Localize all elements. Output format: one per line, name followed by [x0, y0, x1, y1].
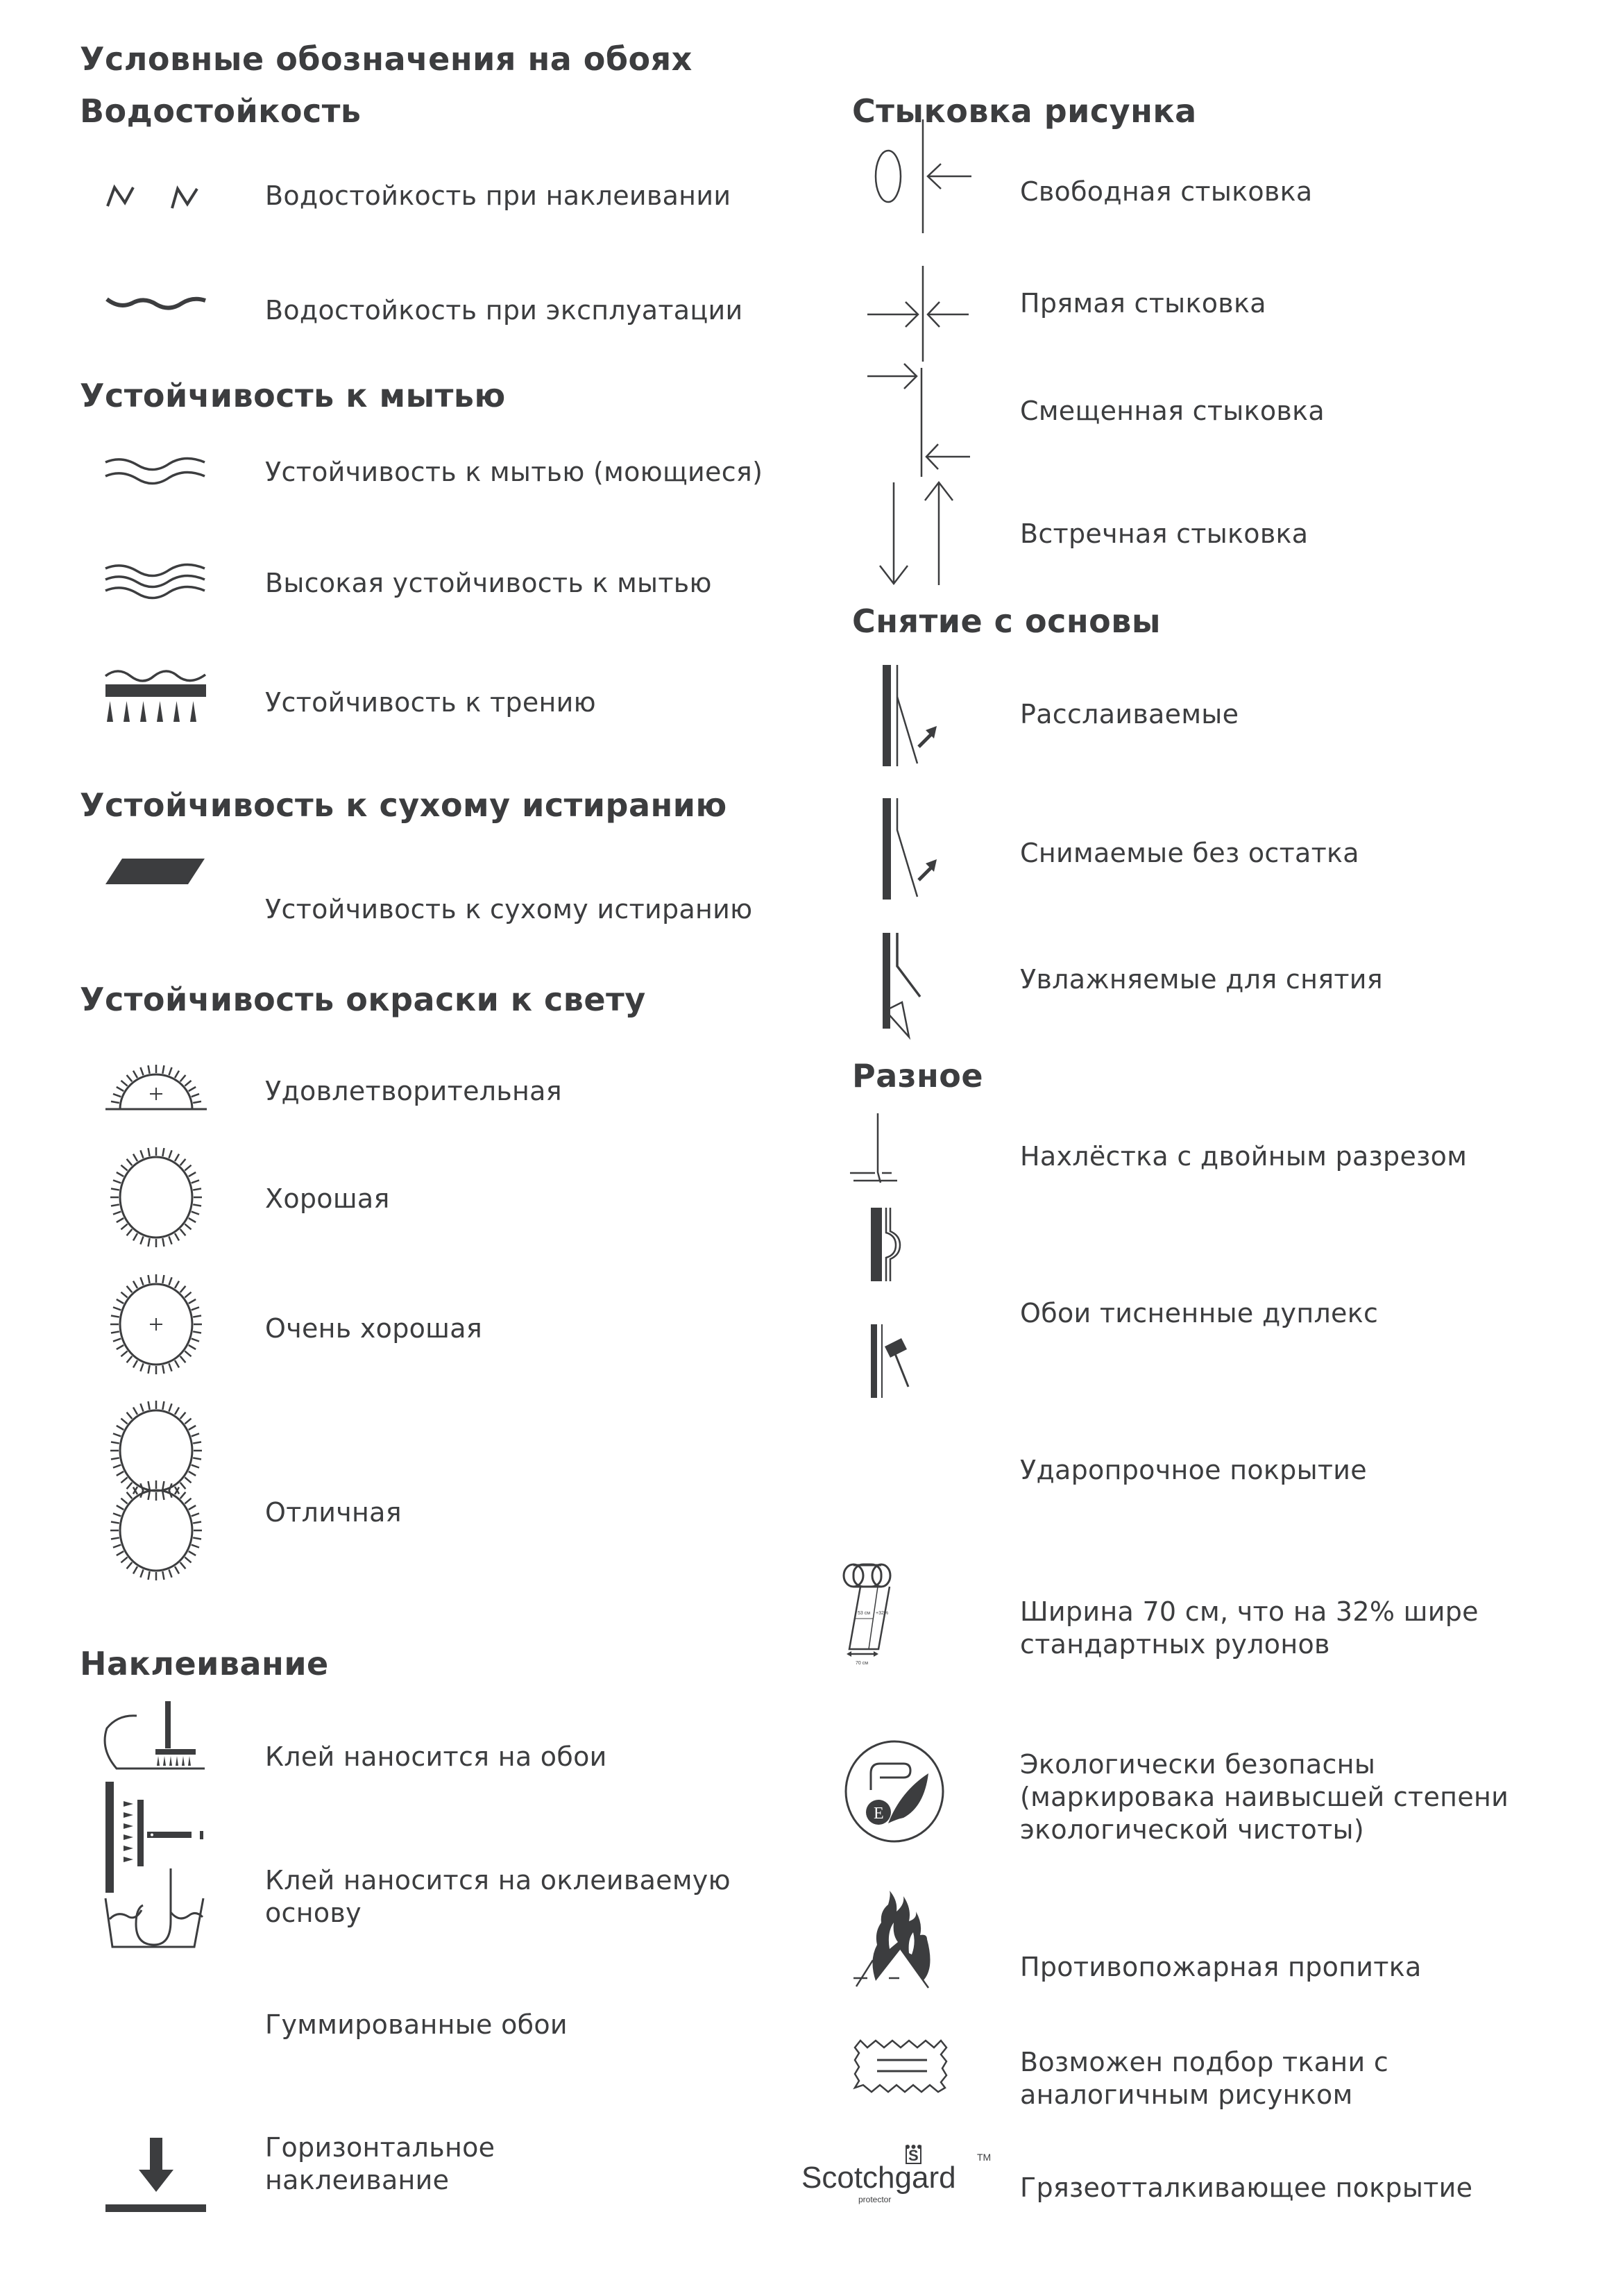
- half-sun-icon: [104, 1062, 208, 1112]
- legend-label: Устойчивость к мытью (моющиеся): [265, 457, 763, 487]
- hammer-icon: [871, 1324, 975, 1428]
- offset-match-icon: [867, 368, 971, 479]
- roll-total-width-label: 70 см: [856, 1661, 869, 1666]
- legend-label: Снимаемые без остатка: [1020, 838, 1359, 868]
- scotchgard-brand: Scotchgard: [801, 2161, 956, 2195]
- sun-icon: [104, 1145, 208, 1249]
- legend-label: Клей наносится на обои: [265, 1741, 607, 1772]
- section-heading-water: Водостойкость: [80, 92, 362, 130]
- section-heading-misc: Разное: [852, 1057, 984, 1095]
- double-cut-icon: [850, 1113, 954, 1217]
- fabric-match-icon: [853, 2039, 958, 2095]
- section-heading-pasting: Наклеивание: [80, 1645, 329, 1682]
- wet-removable-icon: [874, 933, 978, 1037]
- legend-label: Удовлетворительная: [265, 1076, 562, 1106]
- legend-label: Грязеотталкивающее покрытие: [1020, 2172, 1473, 2203]
- legend-label: Устойчивость к трению: [265, 687, 596, 718]
- sun-plus-icon: [104, 1272, 208, 1376]
- legend-label: Водостойкость при эксплуатации: [265, 295, 743, 326]
- scotchgard-badge: S: [906, 2145, 921, 2164]
- peelable-icon: [874, 665, 978, 769]
- legend-label: Нахлёстка с двойным разрезом: [1020, 1141, 1468, 1172]
- horizontal-hanging-icon: [104, 2136, 208, 2213]
- legend-label: Смещенная стыковка: [1020, 396, 1325, 426]
- strippable-icon: [874, 798, 978, 902]
- legend-label: Встречная стыковка: [1020, 518, 1309, 549]
- legend-label: Прямая стыковка: [1020, 288, 1266, 319]
- roll-extra-label: +32%: [876, 1611, 889, 1616]
- scotchgard-sub: protector: [858, 2195, 892, 2204]
- parallelogram-icon: [104, 858, 208, 886]
- wide-roll-icon: [840, 1560, 944, 1685]
- embossed-duplex-icon: [871, 1208, 975, 1312]
- legend-label: Расслаиваемые: [1020, 699, 1239, 729]
- section-heading-washing: Устойчивость к мытью: [80, 377, 506, 414]
- legend-label: Хорошая: [265, 1183, 390, 1214]
- section-heading-light: Устойчивость окраски к свету: [80, 981, 646, 1018]
- legend-label: Устойчивость к сухому истиранию: [265, 894, 753, 925]
- section-heading-abrasion: Устойчивость к сухому истиранию: [80, 786, 727, 824]
- free-match-icon: [867, 119, 971, 234]
- legend-label: Гуммированные обои: [265, 2009, 568, 2040]
- single-wave-icon: [104, 294, 208, 314]
- section-heading-removal: Снятие с основы: [852, 602, 1161, 640]
- legend-label: Увлажняемые для снятия: [1020, 964, 1383, 995]
- straight-match-icon: [867, 266, 971, 363]
- legend-label: Свободная стыковка: [1020, 176, 1313, 207]
- legend-label: Обои тисненные дуплекс: [1020, 1298, 1379, 1328]
- double-wave-icon: [104, 457, 208, 484]
- scotchgard-tm: TM: [977, 2152, 992, 2163]
- legend-label: Высокая устойчивость к мытью: [265, 568, 712, 598]
- legend-label: Ударопрочное покрытие: [1020, 1455, 1367, 1485]
- paste-paper-icon: [104, 1700, 208, 1773]
- eco-icon: [840, 1732, 944, 1836]
- brush-wave-icon: [104, 666, 208, 729]
- legend-label: Противопожарная пропитка: [1020, 1952, 1422, 1982]
- fire-icon: [853, 1891, 958, 1995]
- scotchgard-logo: [801, 2145, 1003, 2204]
- double-sun-icon: [104, 1399, 208, 1582]
- prepasted-icon: [104, 1867, 208, 1950]
- reverse-hang-icon: [867, 482, 971, 586]
- legend-label: Водостойкость при наклеивании: [265, 180, 731, 211]
- legend-label: Очень хорошая: [265, 1313, 482, 1344]
- roll-inner-width-label: 53 см: [858, 1611, 871, 1616]
- eco-badge-letter: E: [874, 1805, 884, 1823]
- triple-wave-icon: [104, 564, 208, 599]
- wave-zigzag-icon: [104, 182, 208, 210]
- legend-label: Отличная: [265, 1497, 402, 1528]
- section-heading-match: Стыковка рисунка: [852, 92, 1197, 130]
- page-title: Условные обозначения на обоях: [80, 40, 692, 78]
